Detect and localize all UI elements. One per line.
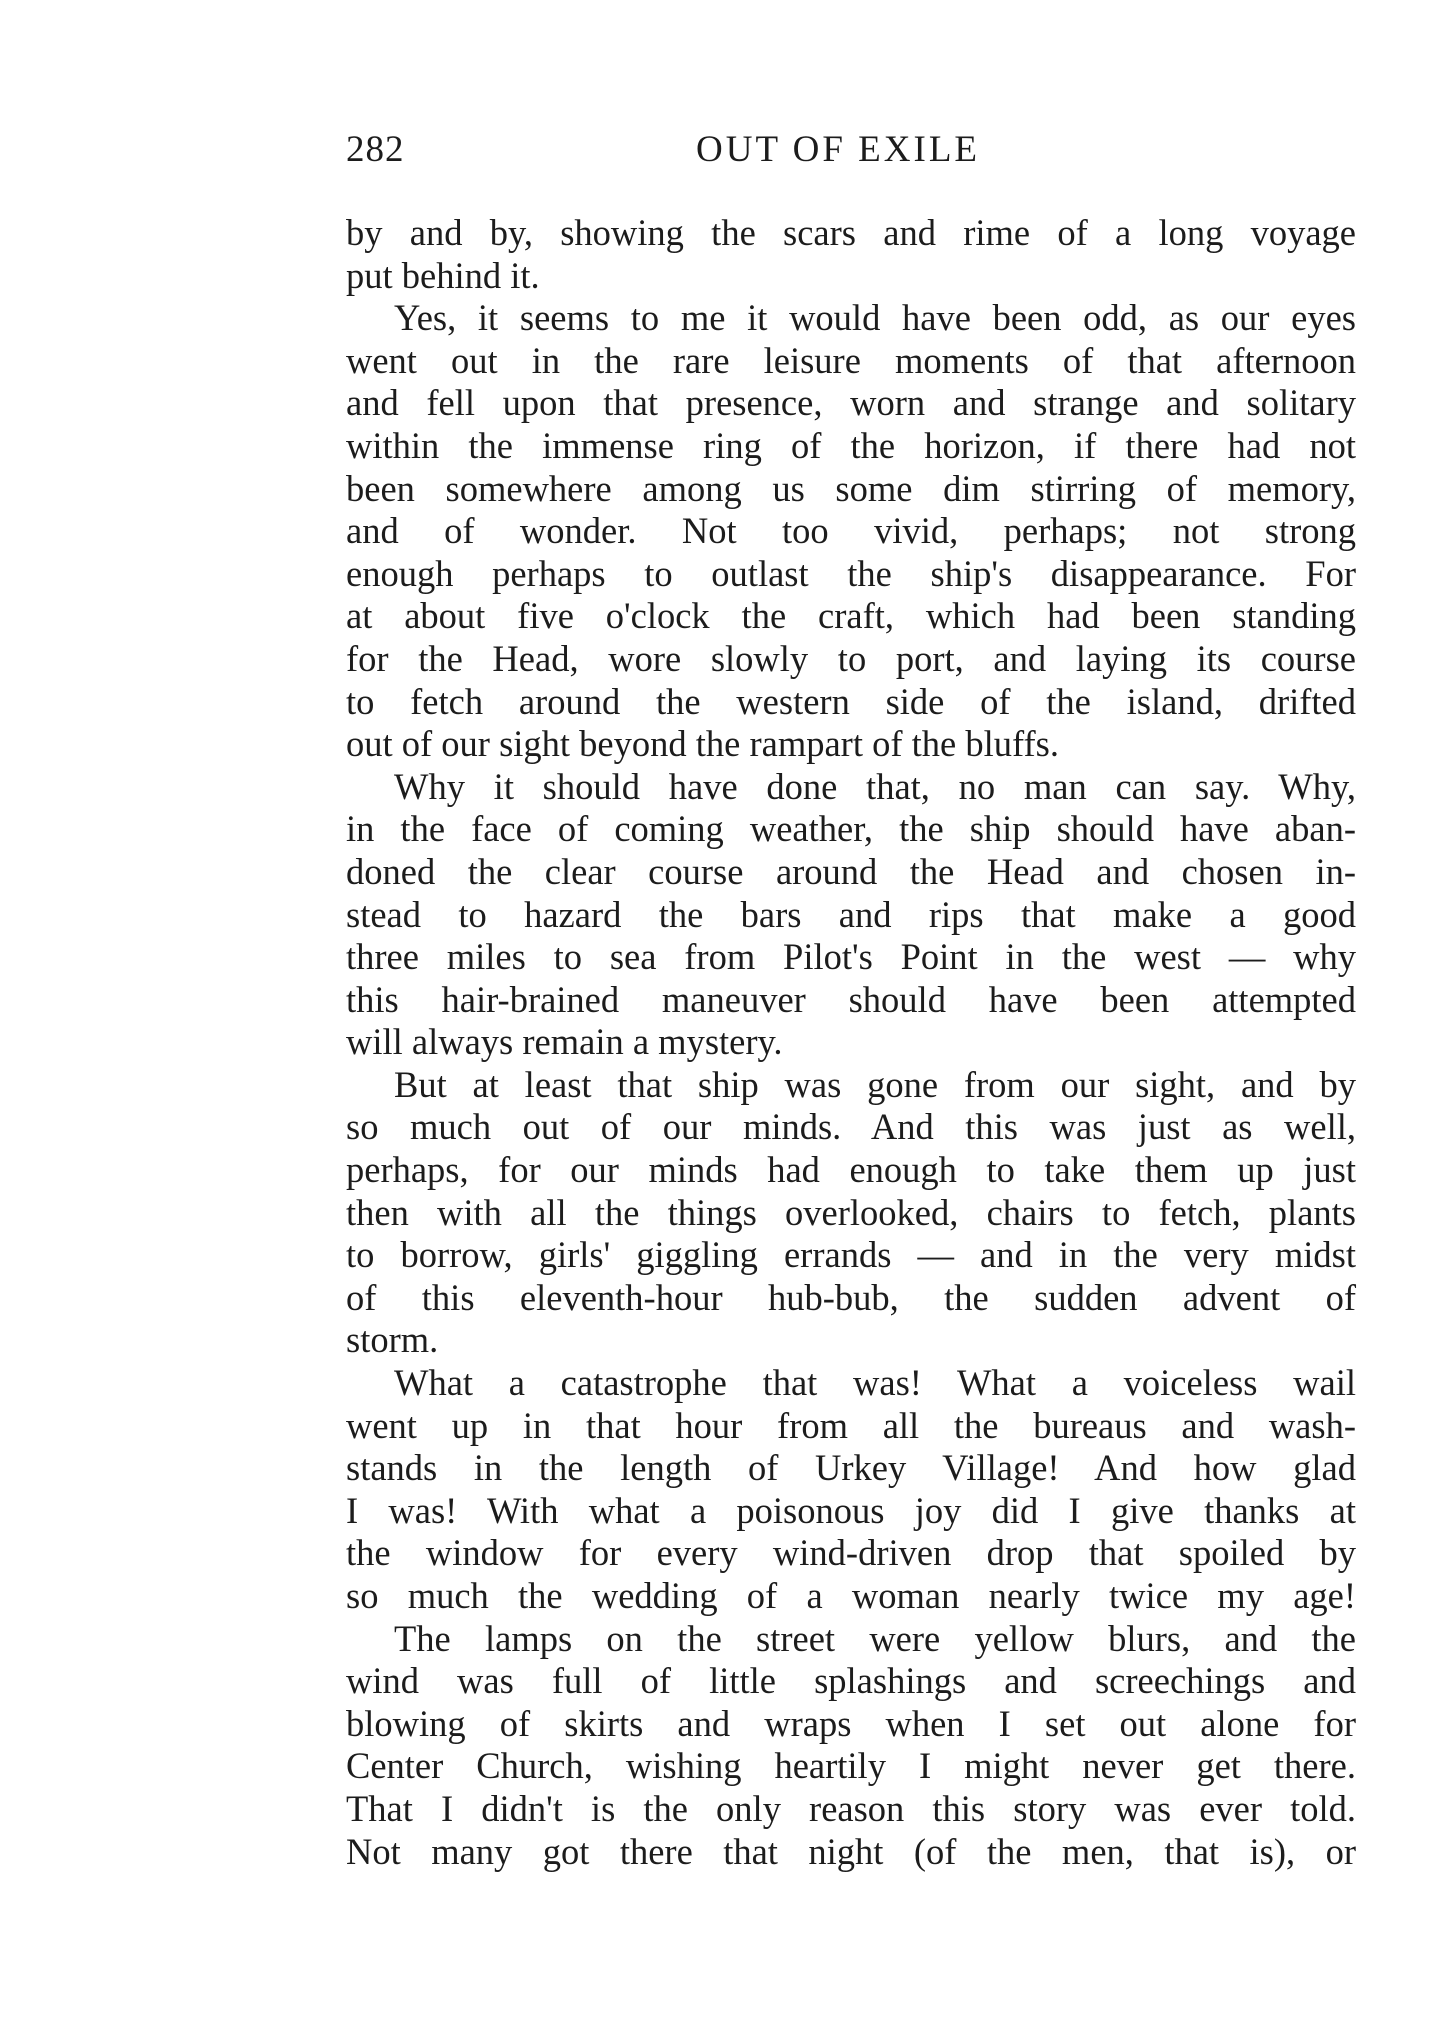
text-line: three miles to sea from Pilot's Point in the west — why	[346, 936, 1356, 978]
text-line: went out in the rare leisure moments of that afternoon	[346, 339, 1356, 381]
text-line: stands in the length of Urkey Village! And how glad	[346, 1447, 1356, 1489]
page-number: 282	[346, 129, 405, 170]
text-line: at about five o'clock the craft, which had been standing	[346, 595, 1356, 637]
running-head	[346, 128, 1356, 178]
text-line: by and by, showing the scars and rime of a long voyage	[346, 212, 1356, 253]
text-line: and of wonder. Not too vivid, perhaps; not strong	[346, 510, 1356, 552]
text-line: been somewhere among us some dim stirring of memory,	[346, 467, 1356, 509]
text-line: Not many got there that night (of the men, that is), or	[346, 1830, 1356, 1872]
text-line: What a catastrophe that was! What a voiceless wail	[394, 1362, 1356, 1404]
text-line: for the Head, wore slowly to port, and laying its course	[346, 637, 1356, 679]
text-line: this hair-brained maneuver should have been attempted	[346, 978, 1356, 1020]
text-line: blowing of skirts and wraps when I set out alone for	[346, 1702, 1356, 1744]
text-line: I was! With what a poisonous joy did I give thanks at	[346, 1489, 1356, 1531]
text-line: doned the clear course around the Head and chosen in-	[346, 850, 1356, 892]
text-line: went up in that hour from all the bureaus and wash-	[346, 1404, 1356, 1446]
text-line: of this eleventh-hour hub-bub, the sudden advent of	[346, 1276, 1356, 1318]
text-line: so much out of our minds. And this was just as well,	[346, 1106, 1356, 1148]
text-line: Yes, it seems to me it would have been odd, as our eyes	[394, 297, 1356, 339]
text-line: put behind it.	[346, 254, 540, 296]
text-line: to fetch around the western side of the island, drifted	[346, 680, 1356, 722]
text-line: then with all the things overlooked, chairs to fetch, plants	[346, 1191, 1356, 1233]
text-line: Center Church, wishing heartily I might never get there.	[346, 1745, 1356, 1787]
text-line: Why it should have done that, no man can say. Why,	[394, 765, 1356, 807]
text-line: stead to hazard the bars and rips that make a good	[346, 893, 1356, 935]
text-line: to borrow, girls' giggling errands — and in the very midst	[346, 1234, 1356, 1276]
text-line: in the face of coming weather, the ship should have aban-	[346, 808, 1356, 850]
text-line: wind was full of little splashings and screechings and	[346, 1660, 1356, 1702]
text-line: will always remain a mystery.	[346, 1021, 783, 1063]
text-line: perhaps, for our minds had enough to take them up just	[346, 1149, 1356, 1191]
text-line: out of our sight beyond the rampart of the bluffs.	[346, 723, 1059, 765]
text-line: enough perhaps to outlast the ship's disappearance. For	[346, 552, 1356, 594]
text-line: so much the wedding of a woman nearly twice my age!	[346, 1575, 1356, 1616]
text-line: and fell upon that presence, worn and strange and solitary	[346, 382, 1356, 424]
body-text	[346, 212, 1356, 1873]
running-title: OUT OF EXILE	[696, 129, 981, 170]
text-line: But at least that ship was gone from our sight, and by	[394, 1063, 1356, 1105]
text-line: storm.	[346, 1319, 439, 1361]
text-line: That I didn't is the only reason this story was ever told.	[346, 1787, 1356, 1829]
text-line: the window for every wind-driven drop that spoiled by	[346, 1532, 1356, 1574]
text-line: within the immense ring of the horizon, if there had not	[346, 424, 1356, 466]
text-line: The lamps on the street were yellow blurs, and the	[394, 1617, 1356, 1659]
